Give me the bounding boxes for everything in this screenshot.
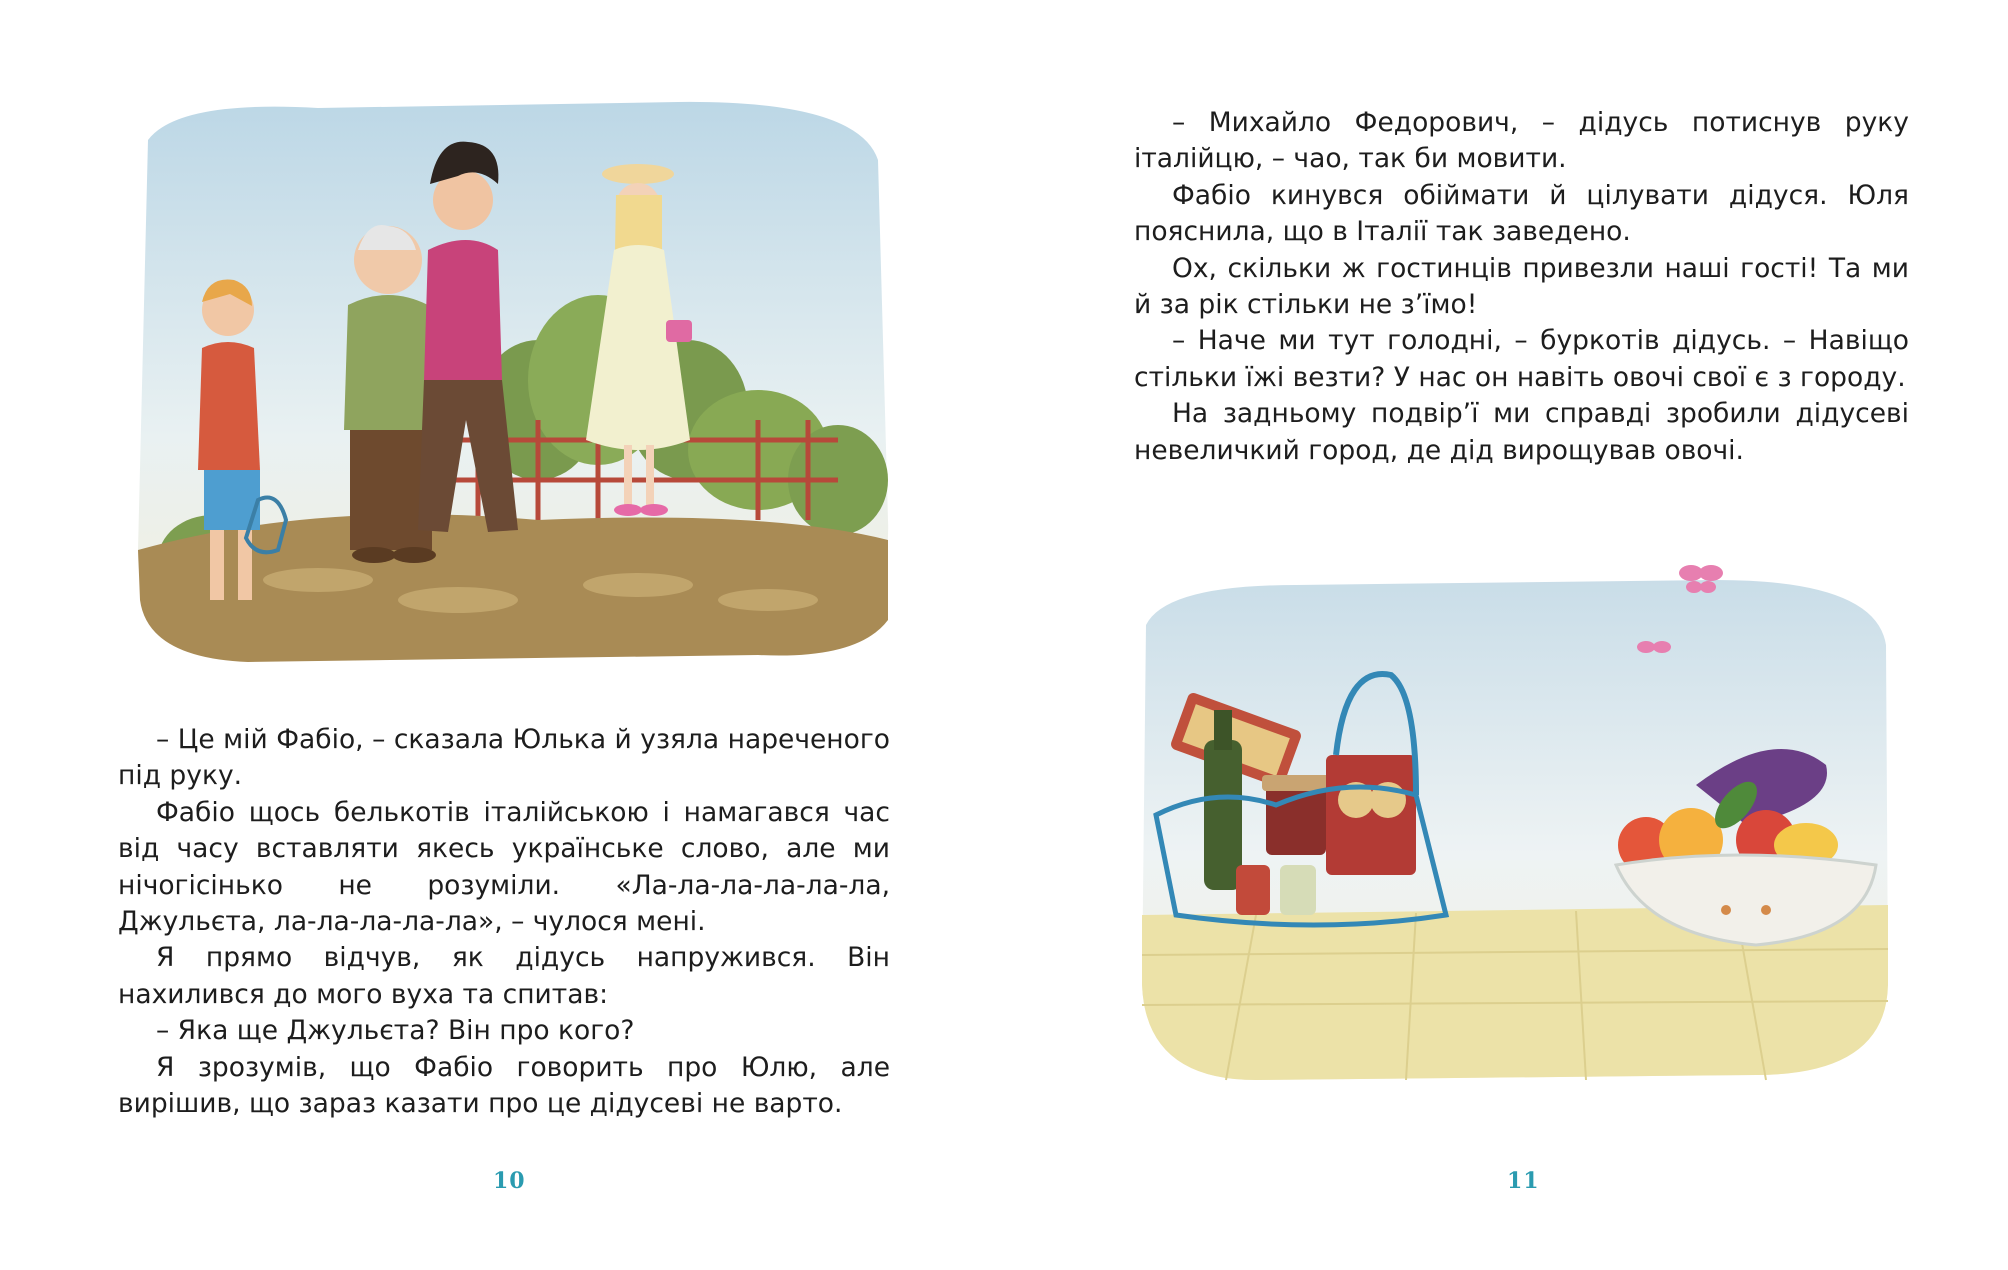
- paragraph: Я зрозумів, що Фабіо говорить про Юлю, але вирішив, що зараз казати про це дідусеві не варто.: [118, 1051, 890, 1120]
- paragraph: – Це мій Фабіо, – сказала Юлька й узяла нареченого під руку.: [118, 724, 890, 792]
- page-number: 10: [493, 1168, 526, 1194]
- paragraph: Фабіо кинувся обіймати й цілувати дідуся. Юля пояснила, що в Італії так заведено.: [1134, 179, 1909, 248]
- paragraph: На задньому подвір’ї ми справді зробили дідусеві невеличкий город, де дід вирощував овочі.: [1134, 398, 1909, 466]
- illustration-greeting-scene: [118, 80, 910, 680]
- illustration-gifts-and-vegetables: [1116, 535, 1906, 1095]
- page-number: 11: [1507, 1168, 1540, 1194]
- paragraph: Я прямо відчув, як дідусь напружився. Він нахилився до мого вуха та спитав:: [118, 942, 890, 1010]
- paragraph: – Наче ми тут голодні, – буркотів дідусь. – Навіщо стільки їжі везти? У нас он навіть овочі свої є з городу.: [1134, 325, 1909, 393]
- paragraph: – Яка ще Джульєта? Він про кого?: [156, 1015, 635, 1047]
- right-page-text: [1134, 105, 1909, 469]
- paragraph: – Михайло Федорович, – дідусь потиснув руку італійцю, – чао, так би мовити.: [1134, 107, 1909, 175]
- paragraph: Ох, скільки ж гостинців привезли наші гості! Та ми й за рік стільки не з’їмо!: [1134, 252, 1909, 321]
- right-page: [1004, 0, 2008, 1270]
- paragraph: Фабіо щось белькотів італійською і намагався час від часу вставляти якесь українське слово, але ми нічогісінько не розуміли. «Ла-ла-ла-ла-ла-ла, Джульєта, ла-ла-ла-ла-ла», – чулося мені.: [118, 796, 890, 938]
- left-page-text: [118, 722, 890, 1122]
